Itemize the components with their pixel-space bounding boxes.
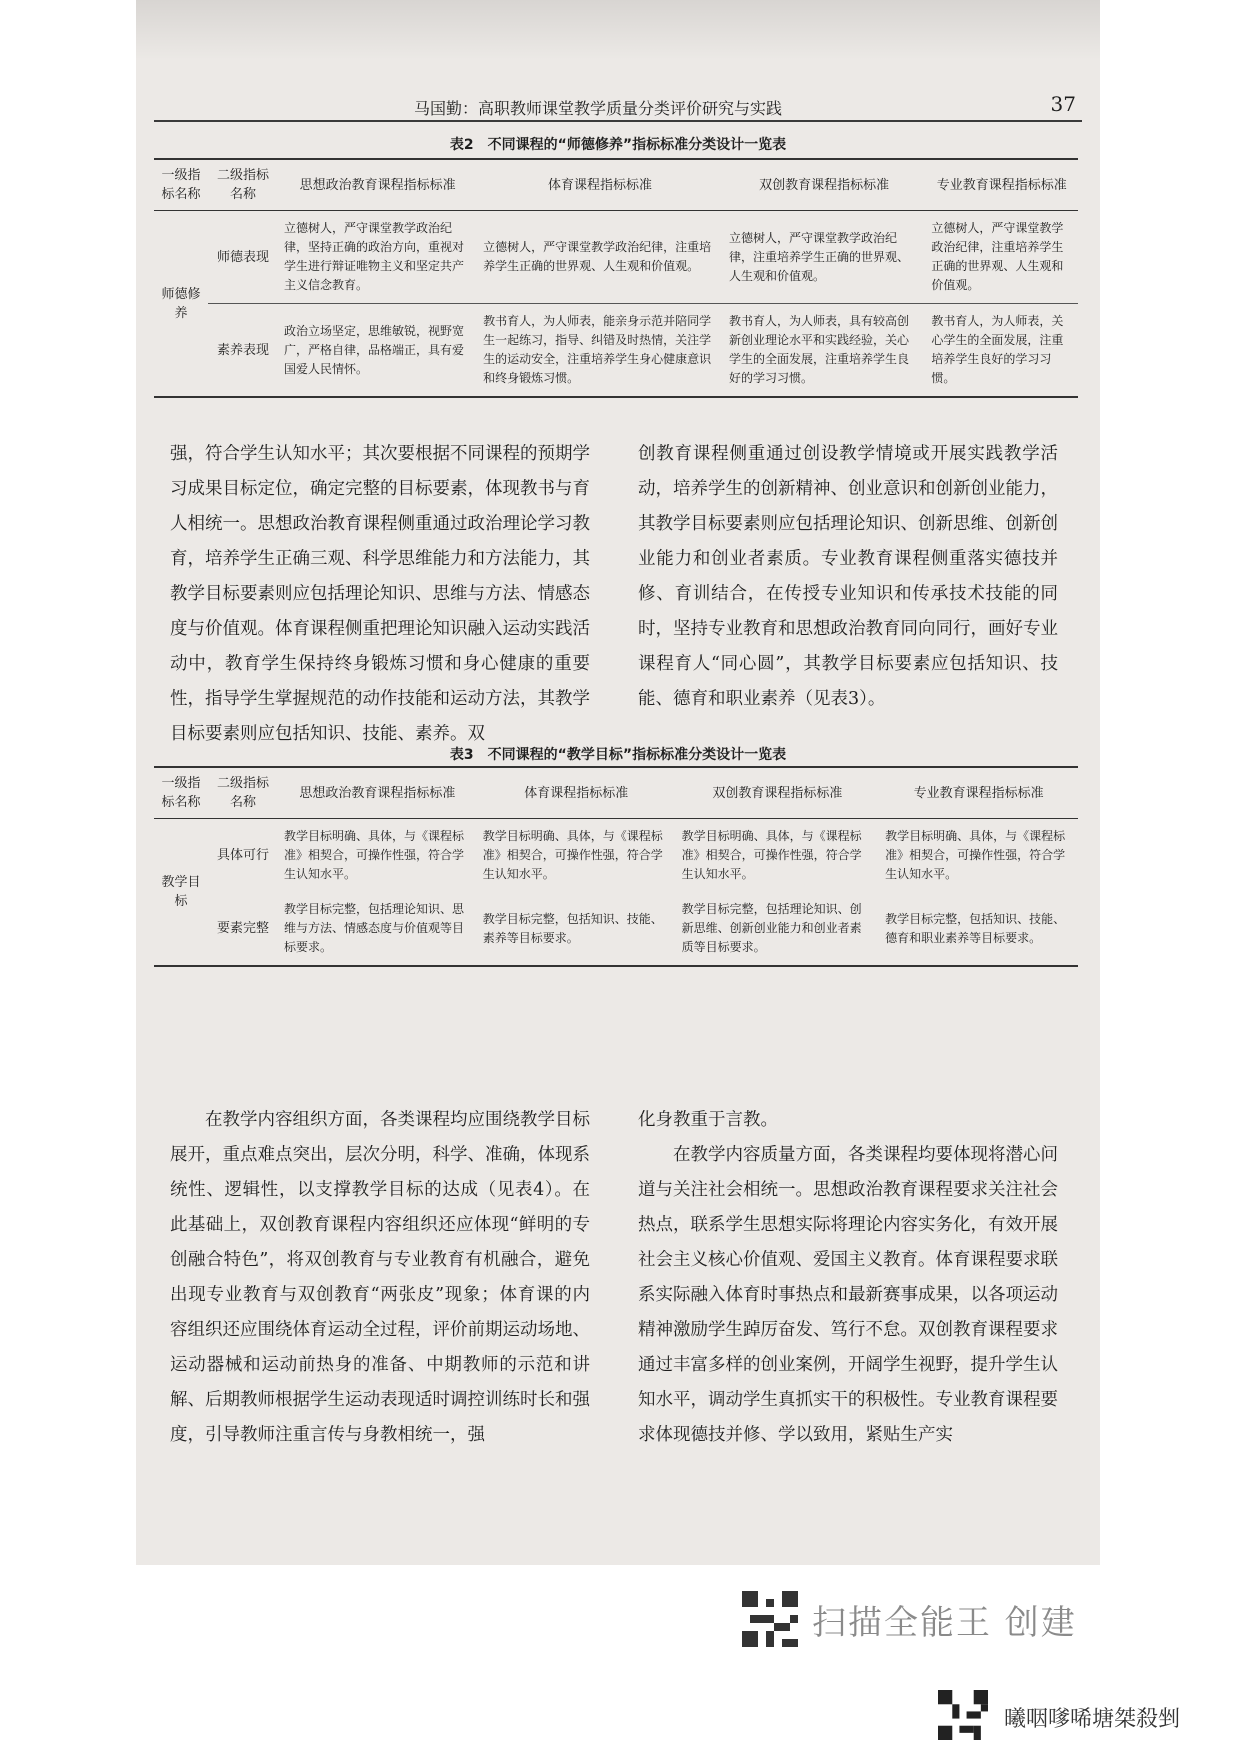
table3-header-4: 体育课程指标标准 <box>477 767 676 819</box>
table2-cell: 立德树人，严守课堂教学政治纪律，坚持正确的政治方向，重视对学生进行辩证唯物主义和坚定共产主义信念教育。 <box>278 211 477 304</box>
paragraph: 创教育课程侧重通过创设教学情境或开展实践教学活动，培养学生的创新精神、创业意识和创新创业能力，其教学目标要素则应包括理论知识、创新思维、创新创业能力和创业者素质。专业教育课程侧重落实德技并修、育训结合，在传授专业知识和传承技术技能的同时，坚持专业教育和思想政治教育同向同行，画好专业课程育人“同心圆”，其教学目标要素应包括知识、技能、德育和职业素养（见表3）。 <box>638 444 1058 709</box>
body1-right-column <box>638 437 1058 717</box>
body2-right-column <box>638 1103 1058 1453</box>
stamp-text: 曦咽嗲唏塘桀殺剉 <box>1004 1707 1181 1732</box>
table2-header-5: 双创教育课程指标标准 <box>723 159 925 211</box>
table2-header-3: 思想政治教育课程指标标准 <box>278 159 477 211</box>
paragraph: 在教学内容组织方面，各类课程均应围绕教学目标展开，重点难点突出，层次分明，科学、准确，体现系统性、逻辑性，以支撑教学目标的达成（见表4）。在此基础上，双创教育课程内容组织还应体现“鲜明的专创融合特色”，将双创教育与专业教育有机融合，避免出现专业教育与双创教育“两张皮”现象；体育课的内容组织还应围绕体育运动全过程，评价前期运动场地、运动器械和运动前热身的准备、中期教师的示范和讲解、后期教师根据学生运动表现适时调控训练时长和强度，引导教师注重言传与身教相统一，强 <box>170 1110 590 1445</box>
table3-level1: 教学目标 <box>154 819 208 967</box>
table3-header-1: 一级指标名称 <box>154 767 208 819</box>
table2-caption: 表2 不同课程的“师德修养”指标标准分类设计一览表 <box>449 137 787 153</box>
table3-caption: 表3 不同课程的“教学目标”指标标准分类设计一览表 <box>449 747 787 763</box>
table2-cell: 教书育人，为人师表，具有较高创新创业理论水平和实践经验，关心学生的全面发展，注重培养学生良好的学习习惯。 <box>723 304 925 398</box>
watermark-text: 扫描全能王 创建 <box>812 1603 1077 1643</box>
running-header <box>154 88 1082 122</box>
table2-cell: 教书育人，为人师表，能亲身示范并陪同学生一起练习，指导、纠错及时热情，关注学生的运动安全，注重培养学生身心健康意识和终身锻炼习惯。 <box>477 304 723 398</box>
table3-header-5: 双创教育课程指标标准 <box>676 767 880 819</box>
table3-cell: 教学目标明确、具体，与《课程标准》相契合，可操作性强，符合学生认知水平。 <box>482 829 663 881</box>
page-shadow <box>136 0 1100 60</box>
table2-header-4: 体育课程指标标准 <box>477 159 723 211</box>
table2-cell: 立德树人，严守课堂教学政治纪律，注重培养学生正确的世界观、人生观和价值观。 <box>477 211 723 304</box>
table2-header-6: 专业教育课程指标标准 <box>925 159 1078 211</box>
table3-header-3: 思想政治教育课程指标标准 <box>278 767 477 819</box>
table2-level1: 师德修养 <box>154 211 208 398</box>
table2-row <box>154 211 1078 304</box>
paragraph: 化身教重于言教。 <box>638 1110 778 1130</box>
table2-level2: 师德表现 <box>208 211 278 304</box>
qr-code-icon <box>742 1591 798 1647</box>
table2-row <box>154 304 1078 398</box>
table2-cell: 立德树人，严守课堂教学政治纪律，注重培养学生正确的世界观、人生观和价值观。 <box>925 211 1078 304</box>
table2-header-2: 二级指标名称 <box>208 159 278 211</box>
table3-cell: 教学目标完整，包括知识、技能、素养等目标要求。 <box>477 892 676 966</box>
table3-cell: 教学目标明确、具体，与《课程标准》相契合，可操作性强，符合学生认知水平。 <box>284 829 465 881</box>
table2-header-1: 一级指标名称 <box>154 159 208 211</box>
scanned-page <box>136 0 1100 1565</box>
table3-cell: 教学目标完整，包括理论知识、思维与方法、情感态度与价值观等目标要求。 <box>278 892 477 966</box>
table3-cell: 教学目标完整，包括理论知识、创新思维、创新创业能力和创业者素质等目标要求。 <box>676 892 880 966</box>
table3-cell: 教学目标明确、具体，与《课程标准》相契合，可操作性强，符合学生认知水平。 <box>681 829 862 881</box>
table3-header-6: 专业教育课程指标标准 <box>879 767 1078 819</box>
table2 <box>154 158 1078 398</box>
table3-row <box>154 892 1078 966</box>
table2-cell: 立德树人，严守课堂教学政治纪律，注重培养学生正确的世界观、人生观和价值观。 <box>723 211 925 304</box>
body2-left-column <box>170 1103 590 1453</box>
table3-level2: 具体可行 <box>216 848 269 863</box>
table2-level2: 素养表现 <box>208 304 278 398</box>
table3-cell: 教学目标完整，包括知识、技能、德育和职业素养等目标要求。 <box>879 892 1078 966</box>
page-number: 37 <box>1050 92 1076 116</box>
body1-left-column <box>170 437 590 752</box>
table3-row <box>154 819 1078 893</box>
table3-header-2: 二级指标名称 <box>208 767 278 819</box>
paragraph: 在教学内容质量方面，各类课程均要体现将潜心问道与关注社会相统一。思想政治教育课程要求关注社会热点，联系学生思想实际将理论内容实务化，有效开展社会主义核心价值观、爱国主义教育。体育课程要求联系实际融入体育时事热点和最新赛事成果，以各项运动精神激励学生踔厉奋发、笃行不怠。双创教育课程要求通过丰富多样的创业案例，开阔学生视野，提升学生认知水平，调动学生真抓实干的积极性。专业教育课程要求体现德技并修、学以致用，紧贴生产实 <box>638 1145 1058 1445</box>
table3-level2: 要素完整 <box>208 892 278 966</box>
table2-cell: 教书育人，为人师表，关心学生的全面发展，注重培养学生良好的学习习惯。 <box>925 304 1078 398</box>
table3 <box>154 766 1078 967</box>
table3-cell: 教学目标明确、具体，与《课程标准》相契合，可操作性强，符合学生认知水平。 <box>885 829 1066 881</box>
qr-code-icon <box>938 1690 988 1740</box>
paragraph: 强，符合学生认知水平；其次要根据不同课程的预期学习成果目标定位，确定完整的目标要素，体现教书与育人相统一。思想政治教育课程侧重通过政治理论学习教育，培养学生正确三观、科学思维能力和方法能力，其教学目标要素则应包括理论知识、思维与方法、情感态度与价值观。体育课程侧重把理论知识融入运动实践活动中，教育学生保持终身锻炼习惯和身心健康的重要性，指导学生掌握规范的动作技能和运动方法，其教学目标要素则应包括知识、技能、素养。双 <box>170 444 590 744</box>
running-title: 马国勤：高职教师课堂教学质量分类评价研究与实践 <box>414 99 783 118</box>
table2-cell: 政治立场坚定，思维敏锐，视野宽广，严格自律，品格端正，具有爱国爱人民情怀。 <box>278 304 477 398</box>
